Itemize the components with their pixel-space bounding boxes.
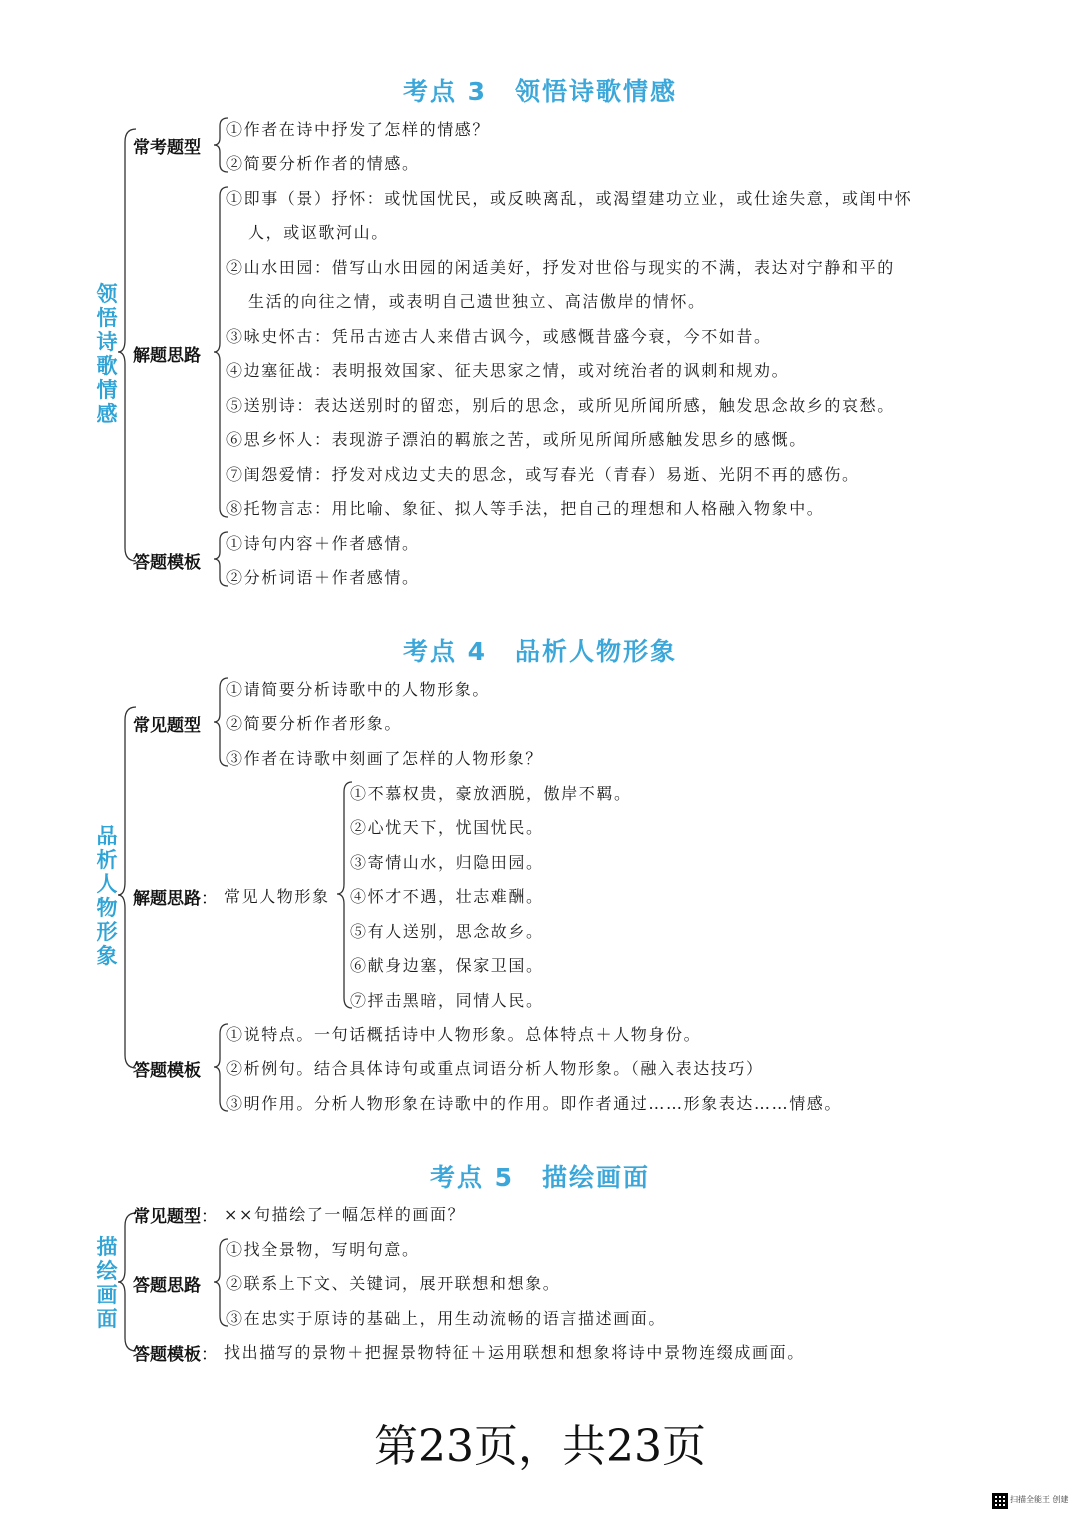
s5-approach-item: ②联系上下文、关键词，展开联想和想象。: [226, 1274, 561, 1293]
s5-category-approach: 答题思路: [133, 1276, 201, 1296]
s3-category-question-types: 常考题型: [133, 138, 201, 158]
s3-approach-item-cont: 生活的向往之情，或表明自己遗世独立、高洁傲岸的情怀。: [248, 292, 706, 311]
section-5-title: [0, 1158, 1080, 1194]
s4-figure-item: ③寄情山水，归隐田园。: [350, 853, 544, 872]
root-char: 品: [96, 824, 118, 848]
s4-question-item: ③作者在诗歌中刻画了怎样的人物形象？: [226, 749, 543, 768]
s4-approach-sub: 常见人物形象: [224, 887, 330, 906]
section-4-heading: 品析人物形象: [515, 637, 678, 666]
section-3-number: 考点 3: [402, 77, 488, 106]
s3-category-template: 答题模板: [133, 553, 201, 573]
root-char: 形: [96, 920, 118, 944]
section-5-number: 考点 5: [429, 1163, 515, 1192]
s3-approach-item: ⑦闺怨爱情：抒发对戍边丈夫的思念，或写春光（青春）易逝、光阴不再的感伤。: [226, 465, 860, 484]
qr-code-icon: [992, 1493, 1008, 1509]
s3-approach-item: ③咏史怀古：凭吊古迹古人来借古讽今，或感慨昔盛今衰，今不如昔。: [226, 327, 772, 346]
s5-question-label: 常见题型: [133, 1207, 201, 1227]
section-3-title: [0, 72, 1080, 108]
s3-question-item: ②简要分析作者的情感。: [226, 154, 420, 173]
root-char: 领: [96, 282, 118, 306]
s4-colon: ：: [201, 889, 218, 909]
root-char: 绘: [96, 1259, 118, 1283]
s3-category-approach: 解题思路: [133, 346, 201, 366]
s4-template-item: ③明作用。分析人物形象在诗歌中的作用。即作者通过……形象表达……情感。: [226, 1094, 843, 1113]
s3-question-item: ①作者在诗中抒发了怎样的情感？: [226, 120, 491, 139]
section-5-heading: 描绘画面: [542, 1163, 651, 1192]
s5-question-text: ××句描绘了一幅怎样的画面？: [224, 1205, 466, 1224]
s3-approach-item: ④边塞征战：表明报效国家、征夫思家之情，或对统治者的讽刺和规劝。: [226, 361, 790, 380]
root-char: 画: [96, 1283, 118, 1307]
s4-figure-item: ⑤有人送别，思念故乡。: [350, 922, 544, 941]
section-5-root-label: [92, 1235, 122, 1331]
s4-figure-item: ⑦抨击黑暗，同情人民。: [350, 991, 544, 1010]
s5-approach-item: ③在忠实于原诗的基础上，用生动流畅的语言描述画面。: [226, 1309, 667, 1328]
s4-figure-item: ②心忧天下，忧国忧民。: [350, 818, 544, 837]
root-char: 歌: [96, 354, 118, 378]
s5-template-label: 答题模板: [133, 1345, 201, 1365]
root-char: 诗: [96, 330, 118, 354]
s4-question-item: ①请简要分析诗歌中的人物形象。: [226, 680, 491, 699]
root-char: 情: [96, 378, 118, 402]
s4-figure-item: ④怀才不遇，壮志难酬。: [350, 887, 544, 906]
s3-approach-item: ②山水田园：借写山水田园的闲适美好，抒发对世俗与现实的不满，表达对宁静和平的: [226, 258, 895, 277]
s4-category-approach: [133, 884, 218, 909]
s3-template-item: ②分析词语＋作者感情。: [226, 568, 420, 587]
page-number-footer: 第23页，共23页: [374, 1421, 706, 1472]
s3-approach-item-cont: 人，或讴歌河山。: [248, 223, 389, 242]
root-char: 象: [96, 944, 118, 968]
s4-approach-label: 解题思路: [133, 889, 201, 909]
s5-category-question-types: [133, 1202, 218, 1227]
s5-colon: ：: [201, 1207, 218, 1227]
scanner-watermark: 扫描全能王 创建: [1010, 1495, 1069, 1504]
s3-approach-item: ①即事（景）抒怀：或忧国忧民，或反映离乱，或渴望建功立业，或仕途失意，或闺中怀: [226, 189, 913, 208]
s5-template-text: 找出描写的景物＋把握景物特征＋运用联想和想象将诗中景物连缀成画面。: [224, 1343, 805, 1362]
s4-category-template: 答题模板: [133, 1061, 201, 1081]
section-4-title: [0, 632, 1080, 668]
s4-figure-item: ①不慕权贵，豪放洒脱，傲岸不羁。: [350, 784, 632, 803]
root-char: 悟: [96, 306, 118, 330]
s4-question-item: ②简要分析作者形象。: [226, 714, 403, 733]
s5-category-template: [133, 1340, 218, 1365]
s3-template-item: ①诗句内容＋作者感情。: [226, 534, 420, 553]
root-char: 析: [96, 848, 118, 872]
section-4-root-label: [92, 824, 122, 968]
s4-category-question-types: 常见题型: [133, 716, 201, 736]
s3-approach-item: ⑥思乡怀人：表现游子漂泊的羁旅之苦，或所见所闻所感触发思乡的感慨。: [226, 430, 807, 449]
section-3-root-label: [92, 282, 122, 426]
root-char: 描: [96, 1235, 118, 1259]
root-char: 感: [96, 402, 118, 426]
root-char: 物: [96, 896, 118, 920]
s3-approach-item: ⑤送别诗：表达送别时的留恋，别后的思念，或所见所闻所感，触发思念故乡的哀愁。: [226, 396, 895, 415]
s4-template-item: ②析例句。结合具体诗句或重点词语分析人物形象。（融入表达技巧）: [226, 1059, 764, 1078]
root-char: 面: [96, 1307, 118, 1331]
section-4-number: 考点 4: [402, 637, 488, 666]
root-char: 人: [96, 872, 118, 896]
s4-figure-item: ⑥献身边塞，保家卫国。: [350, 956, 544, 975]
s3-approach-item: ⑧托物言志：用比喻、象征、拟人等手法，把自己的理想和人格融入物象中。: [226, 499, 825, 518]
s5-approach-item: ①找全景物，写明句意。: [226, 1240, 420, 1259]
s5-colon: ：: [201, 1345, 218, 1365]
s4-template-item: ①说特点。一句话概括诗中人物形象。总体特点＋人物身份。: [226, 1025, 702, 1044]
section-3-heading: 领悟诗歌情感: [515, 77, 678, 106]
